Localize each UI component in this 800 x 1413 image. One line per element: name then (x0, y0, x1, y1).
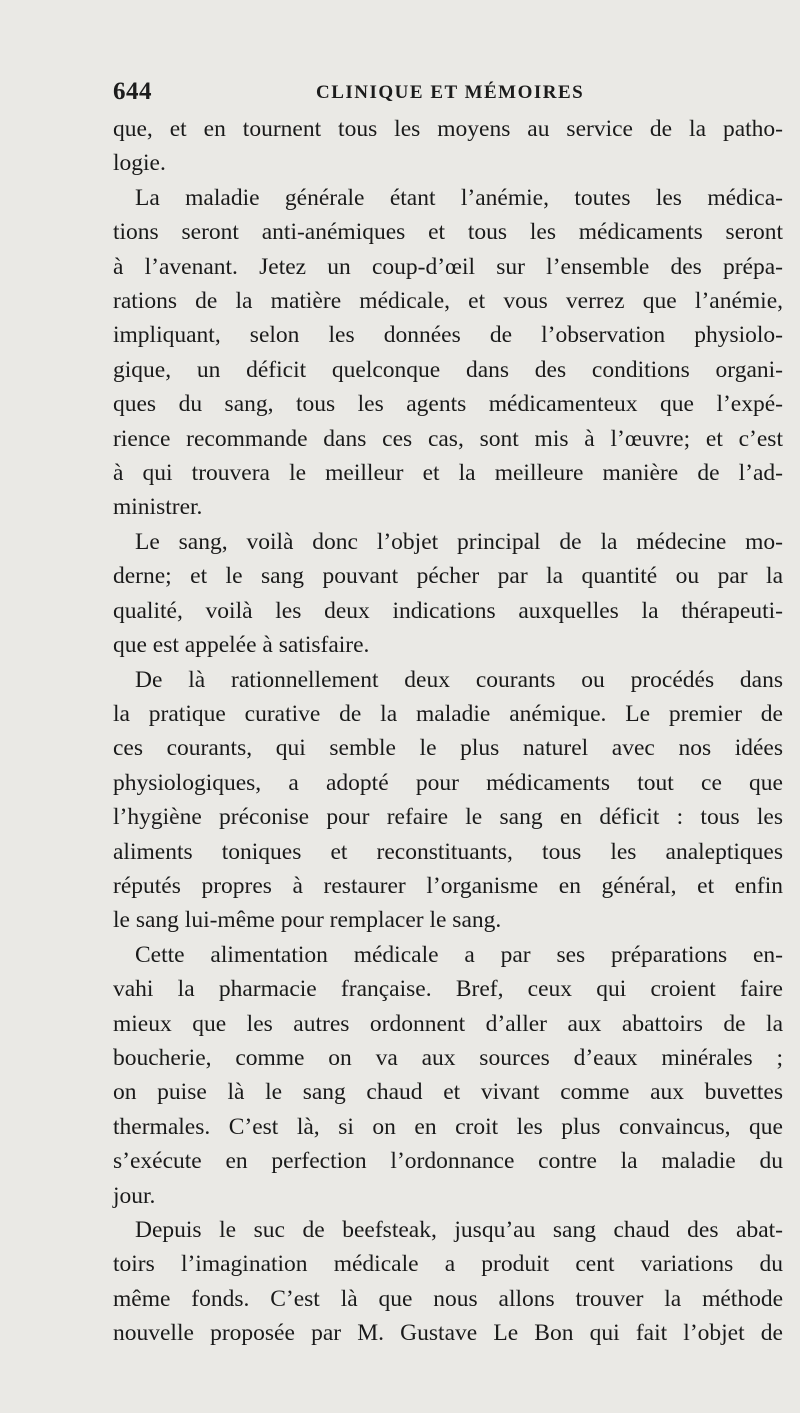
text-line: impliquant, selon les données de l’observation physiolo- (113, 322, 783, 349)
text-line: que est appelée à satisfaire. (113, 632, 370, 659)
text-line: on puise là le sang chaud et vivant comme aux buvettes (113, 1079, 783, 1106)
text-line: à qui trouvera le meilleur et la meilleure manière de l’ad- (113, 460, 783, 487)
text-line: ces courants, qui semble le plus naturel avec nos idées (113, 735, 783, 762)
text-line: ministrer. (113, 494, 203, 521)
text-line: nouvelle proposée par M. Gustave Le Bon qui fait l’objet de (113, 1320, 783, 1347)
text-line: gique, un déficit quelconque dans des conditions organi- (113, 356, 783, 383)
text-line: l’hygiène préconise pour refaire le sang en déficit : tous les (113, 804, 783, 831)
text-line: La maladie générale étant l’anémie, toutes les médica- (135, 184, 783, 211)
page-header (113, 78, 783, 112)
text-line: qualité, voilà les deux indications auxquelles la thérapeuti- (113, 597, 783, 624)
text-line: Depuis le suc de beefsteak, jusqu’au sang chaud des abat- (135, 1217, 783, 1243)
text-line: derne; et le sang pouvant pécher par la quantité ou par la (113, 563, 783, 590)
text-line: mieux que les autres ordonnent d’aller aux abattoirs de la (113, 1010, 783, 1037)
text-line: tions seront anti-anémiques et tous les médicaments seront (113, 219, 783, 246)
text-line: même fonds. C’est là que nous allons trouver la méthode (113, 1285, 783, 1312)
text-line: Le sang, voilà donc l’objet principal de la médecine mo- (135, 528, 783, 555)
text-line: rience recommande dans ces cas, sont mis à l’œuvre; et c’est (113, 425, 783, 452)
text-line: à l’avenant. Jetez un coup-d’œil sur l’ensemble des prépa- (113, 253, 783, 280)
text-line: De là rationnellement deux courants ou procédés dans (135, 666, 783, 693)
text-line: Cette alimentation médicale a par ses préparations en- (135, 941, 783, 968)
text-line: toirs l’imagination médicale a produit cent variations du (113, 1251, 783, 1278)
text-line: réputés propres à restaurer l’organisme en général, et enfin (113, 872, 783, 899)
text-line: vahi la pharmacie française. Bref, ceux qui croient faire (113, 976, 783, 1003)
running-head: CLINIQUE ET MÉMOIRES (316, 82, 585, 103)
text-line: boucherie, comme on va aux sources d’eaux minérales ; (113, 1044, 783, 1071)
text-line: la pratique curative de la maladie anémique. Le premier de (113, 700, 783, 727)
text-line: thermales. C’est là, si on en croit les plus convaincus, que (113, 1113, 783, 1140)
text-line: logie. (113, 150, 166, 177)
text-line: jour. (113, 1182, 156, 1209)
text-line: que, et en tournent tous les moyens au service de la patho- (113, 116, 783, 142)
text-line: rations de la matière médicale, et vous verrez que l’anémie, (113, 288, 783, 315)
body-text (113, 112, 783, 1351)
text-line: ques du sang, tous les agents médicamenteux que l’expé- (113, 391, 783, 418)
text-line: s’exécute en perfection l’ordonnance contre la maladie du (113, 1148, 783, 1175)
page-number: 644 (113, 78, 152, 105)
text-line: aliments toniques et reconstituants, tous les analeptiques (113, 838, 783, 865)
text-line: le sang lui-même pour remplacer le sang. (113, 907, 502, 934)
text-line: physiologiques, a adopté pour médicaments tout ce que (113, 769, 783, 796)
